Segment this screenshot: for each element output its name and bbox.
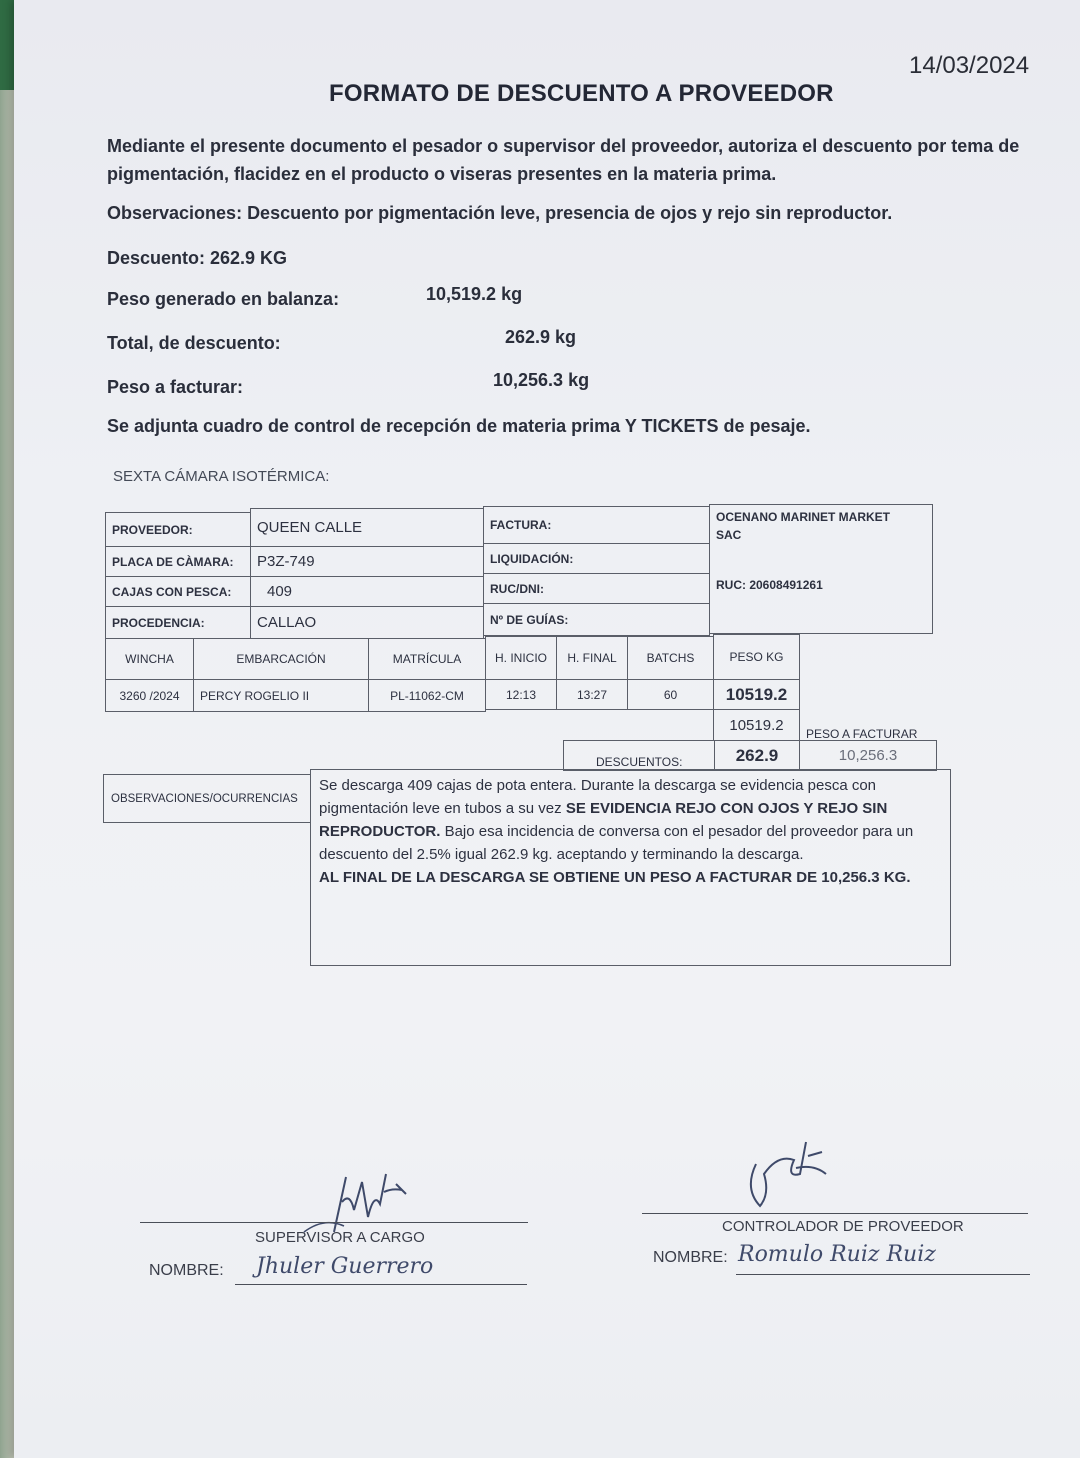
controller-signature xyxy=(734,1134,844,1214)
plate-value: P3Z-749 xyxy=(250,546,484,577)
supervisor-name-label: NOMBRE: xyxy=(149,1262,224,1279)
cell-h-final: 13:27 xyxy=(556,679,628,710)
controller-signature-line xyxy=(642,1213,1028,1214)
cell-wincha: 3260 /2024 xyxy=(105,679,194,712)
header-matricula: MATRÍCULA xyxy=(368,638,486,680)
intro-paragraph: Mediante el presente documento el pesador o supervisor del proveedor, autoriza el descuento por tema de pigmentación, flacidez en el producto o viseras presentes en la materia prima. xyxy=(107,136,1020,184)
controller-name-line xyxy=(736,1274,1030,1275)
header-embarcacion: EMBARCACIÓN xyxy=(193,638,369,680)
cell-matricula: PL-11062-CM xyxy=(368,679,486,712)
ruc-dni-label: RUC/DNI: xyxy=(483,573,710,604)
cell-embarcacion: PERCY ROGELIO II xyxy=(193,679,369,712)
discounts-label: DESCUENTOS: xyxy=(563,740,715,771)
header-h-inicio: H. INICIO xyxy=(485,636,557,680)
supervisor-role: SUPERVISOR A CARGO xyxy=(255,1229,425,1246)
company-ruc: RUC: 20608491261 xyxy=(716,578,823,592)
obs-text-3: Bajo esa incidencia de conversa con el pesador del proveedor para un descuento del 2.5% igual 262.9 kg. aceptando y terminando la descarga. xyxy=(319,823,914,863)
observations-table-label: OBSERVACIONES/OCURRENCIAS xyxy=(103,774,311,823)
observations-text-box xyxy=(310,769,951,966)
obs-text-4: AL FINAL DE LA DESCARGA SE OBTIENE UN PESO A FACTURAR DE 10,256.3 KG. xyxy=(319,869,911,886)
discounts-value: 262.9 xyxy=(714,740,800,771)
obs-text-1: Se descarga 409 cajas de pota entera. Durante la descarga se evidencia pesca con pigmentación leve en tubos a su vez xyxy=(319,777,877,817)
document-sheet xyxy=(14,0,1080,1458)
boxes-label: CAJAS CON PESCA: xyxy=(105,576,251,607)
header-peso-kg: PESO KG xyxy=(713,634,800,680)
header-wincha: WINCHA xyxy=(105,638,194,680)
controller-name-label: NOMBRE: xyxy=(653,1249,728,1266)
obs-text-2: SE EVIDENCIA REJO CON OJOS Y REJO SIN REPRODUCTOR. xyxy=(319,800,888,840)
supervisor-name: Jhuler Guerrero xyxy=(256,1254,434,1279)
supervisor-signature-line xyxy=(140,1222,528,1223)
document-date: 14/03/2024 xyxy=(909,52,1030,79)
origin-label: PROCEDENCIA: xyxy=(105,606,251,639)
cell-h-inicio: 12:13 xyxy=(485,679,557,710)
invoice-weight-label: Peso a facturar: xyxy=(107,377,244,397)
observations-line: Observaciones: Descuento por pigmentación leve, presencia de ojos y rejo sin reproductor. xyxy=(107,203,893,223)
company-name: OCENANO MARINET MARKET SAC xyxy=(716,510,890,542)
company-box xyxy=(709,504,933,634)
guides-label: Nº DE GUÍAS: xyxy=(483,603,710,636)
header-batchs: BATCHS xyxy=(627,636,714,680)
total-discount-label: Total, de descuento: xyxy=(107,333,281,353)
provider-value: QUEEN CALLE xyxy=(250,508,484,547)
invoice-label: FACTURA: xyxy=(483,506,710,544)
total-discount-value: 262.9 kg xyxy=(505,327,577,347)
controller-name: Romulo Ruiz Ruiz xyxy=(738,1242,936,1267)
chamber-label: SEXTA CÁMARA ISOTÉRMICA: xyxy=(113,468,330,485)
settlement-label: LIQUIDACIÓN: xyxy=(483,543,710,574)
origin-value: CALLAO xyxy=(250,606,484,639)
header-h-final: H. FINAL xyxy=(556,636,628,680)
plate-label: PLACA DE CÀMARA: xyxy=(105,546,251,577)
document-title: FORMATO DE DESCUENTO A PROVEEDOR xyxy=(329,80,834,107)
invoice-weight-value: 10,256.3 kg xyxy=(493,370,590,390)
supervisor-name-line xyxy=(235,1284,527,1285)
scale-weight-value: 10,519.2 kg xyxy=(426,284,523,304)
invoice-weight-table-label: PESO A FACTURAR xyxy=(806,727,918,741)
provider-label: PROVEEDOR: xyxy=(105,512,251,547)
attachment-note: Se adjunta cuadro de control de recepción de materia prima Y TICKETS de pesaje. xyxy=(107,416,811,436)
cell-peso-kg: 10519.2 xyxy=(713,679,800,710)
controller-role: CONTROLADOR DE PROVEEDOR xyxy=(722,1218,964,1235)
discount-line: Descuento: 262.9 KG xyxy=(107,248,288,268)
invoice-weight-table-value: 10,256.3 xyxy=(799,740,937,771)
weight-subtotal: 10519.2 xyxy=(713,709,800,741)
boxes-value: 409 xyxy=(250,576,484,607)
scale-weight-label: Peso generado en balanza: xyxy=(107,289,340,309)
cell-batchs: 60 xyxy=(627,679,714,710)
